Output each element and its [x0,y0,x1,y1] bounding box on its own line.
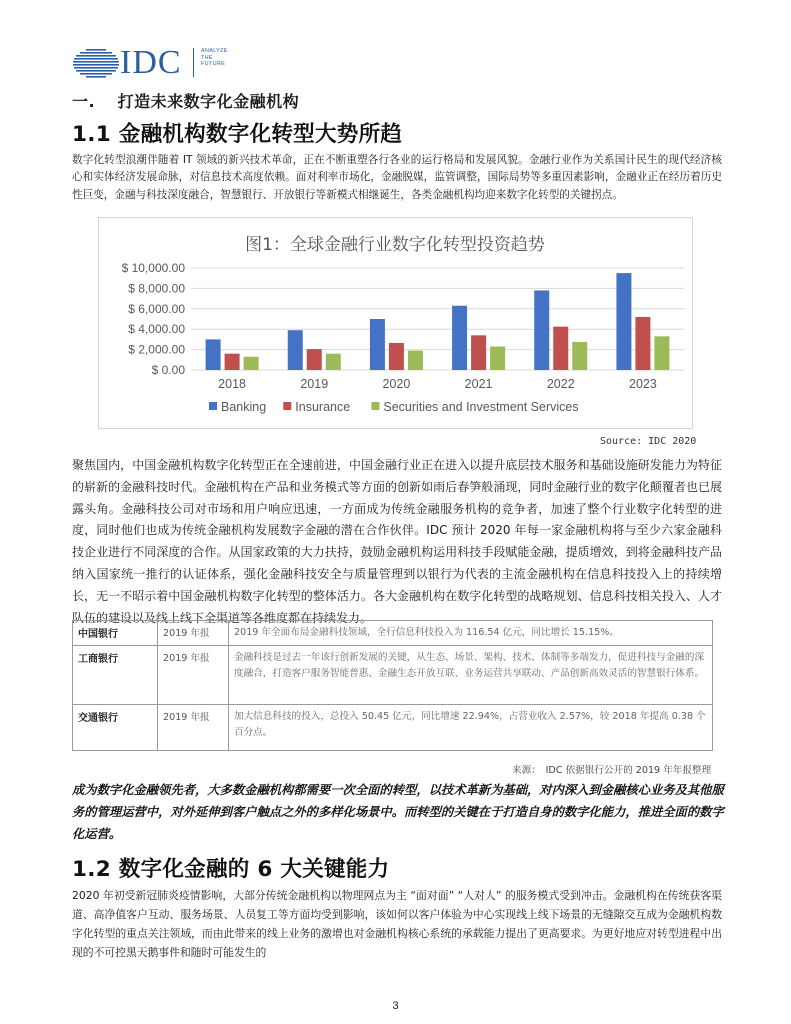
tagline-line: FUTURE [201,61,226,67]
report-content: 加大信息科技的投入，总投入 50.45 亿元，同比增速 22.94%，占营业收入 2.57%，较 2018 年提高 0.38 个百分点。 [229,705,713,751]
report-content: 金融科技是过去一年该行创新发展的关键，从生态、场景、架构、技术、体制等多端发力，促进科技与金融的深度融合，打造客户服务智能普惠、金融生态开放互联、业务运营共享联动、产品创新高效灵活的智慧银行体系。 [229,646,713,705]
paragraph-domestic: 聚焦国内，中国金融机构数字化转型正在全速前进，中国金融行业正在进入以提升底层技术服务和基础设施研发能力为特征的崭新的金融科技时代。金融机构在产品和业务模式等方面的创新如雨后春笋般涌现，同时金融行业的数字化颠覆者也已展露头角。金融科技公司对市场和用户响应迅速，一方面成为传统金融服务机构的竞争者，加速了整个行业数字化转型的进度，同时他们也成为传统金融机构发展数字金融的潜在合作伙伴。IDC 预计 2020 年每一家金融机构将与至少六家金融科技企业进行不同深度的合作。从国家政策的大力扶持，鼓励金融机构运用科技手段赋能金融，提质增效，到将金融科技产品纳入国家统一推行的认证体系，强化金融科技安全与质量管理到以银行为代表的主流金融机构在信息科技投入上的持续增长，无一不昭示着中国金融机构数字化转型的整体活力。各大金融机构在数字化转型的战略规划、信息科技相关投入、人才队伍的建设以及线上线下全渠道等各维度都在持续发力。 [72,458,722,625]
legend-swatch [209,402,217,410]
bar-securities-and-investment-services [326,354,341,370]
report-source: 2019 年报 [158,621,229,646]
legend-label: Securities and Investment Services [383,400,579,414]
bank-name: 中国银行 [73,621,158,646]
table-source: 来源： IDC 依据银行公开的 2019 年年报整理 [512,765,712,776]
bar-securities-and-investment-services [490,347,505,370]
x-tick-label: 2020 [382,377,411,391]
bar-banking [206,339,221,370]
legend-swatch [371,402,379,410]
bar-securities-and-investment-services [408,351,423,370]
bar-insurance [635,317,650,370]
subsection-title-1-1: 1.1 金融机构数字化转型大势所趋 [72,122,403,147]
section-heading: 一. 打造未来数字化金融机构 [72,92,300,111]
logo-divider [193,48,194,77]
report-content: 2019 年全面布局金融科技领域，全行信息科技投入为 116.54 亿元，同比增长 15.15%。 [229,621,713,646]
chart-title: 图1：全球金融行业数字化转型投资趋势 [245,235,545,255]
legend-label: Insurance [295,400,351,414]
paragraph-1-2: 2020 年初受新冠肺炎疫情影响，大部分传统金融机构以物理网点为主 “面对面” “人对人” 的服务模式受到冲击。金融机构在传统获客渠道、高净值客户互动、服务场景、人员复工等方面均受到影响，该如何以客户体验为中心实现线上线下场景的无缝隙交互成为金融机构数字化转型的重点关注领域，而由此带来的线上业务的激增也对金融机构核心系统的承载能力提出了更高要求。为更好地应对转型进程中出现的不可控黑天鹅事件和随时可能发生的 [72,889,722,959]
idc-logo-mark [72,48,122,80]
bar-securities-and-investment-services [654,336,669,370]
x-tick-label: 2023 [629,377,657,391]
page-number: 3 [392,1000,399,1012]
bar-banking [534,290,549,370]
legend-label: Banking [221,400,267,414]
tagline-line: THE [201,54,213,61]
table-row [73,621,713,646]
y-tick-label: $ 2,000.00 [128,342,185,357]
chart-frame [98,217,693,429]
bank-name: 交通银行 [73,705,158,751]
bar-insurance [307,349,322,370]
bar-banking [370,319,385,370]
bar-securities-and-investment-services [244,357,259,370]
emphasis-statement: 成为数字化金融领先者，大多数金融机构都需要一次全面的转型，以技术革新为基础，对内深入到金融核心业务及其他服务的管理运营中，对外延伸到客户触点之外的多样化场景中。而转型的关键在于打造自身的数字化能力，推进全面的数字化运营。 [72,783,724,841]
bar-securities-and-investment-services [572,342,587,370]
idc-logo-text: IDC [120,44,182,81]
y-tick-label: $ 8,000.00 [128,281,185,296]
bar-insurance [553,327,568,370]
table-row [73,646,713,705]
y-tick-label: $ 6,000.00 [128,301,185,316]
investment-trend-chart [99,218,692,428]
bar-banking [452,306,467,370]
legend-swatch [283,402,291,410]
table-row [73,705,713,751]
report-source: 2019 年报 [158,646,229,705]
x-tick-label: 2018 [218,377,246,391]
y-tick-label: $ 4,000.00 [128,322,185,337]
report-source: 2019 年报 [158,705,229,751]
chart-source: Source: IDC 2020 [600,436,697,447]
bar-banking [616,273,631,370]
bar-insurance [225,354,240,370]
bank-name: 工商银行 [73,646,158,705]
logo-tagline [201,48,228,68]
tagline-line: ANALYZE [201,48,228,54]
y-tick-label: $ 10,000.00 [121,261,185,275]
x-tick-label: 2021 [464,377,493,391]
paragraph-1-1: 数字化转型浪潮伴随着 IT 领域的新兴技术革命，正在不断重塑各行各业的运行格局和发展风貌。金融行业作为关系国计民生的现代经济核心和实体经济发展命脉，对信息技术高度依赖。面对利率市场化，金融脱媒，监管调整，国际局势等多重因素影响，金融业正在经历着历史性巨变，金融与科技深度融合，智慧银行、开放银行等新模式相继诞生，各类金融机构均迎来数字化转型的关键拐点。 [72,154,722,201]
bank-investment-table [72,620,713,751]
x-tick-label: 2019 [300,377,329,391]
bar-insurance [389,343,404,370]
bar-insurance [471,335,486,370]
x-tick-label: 2022 [546,377,575,391]
bar-banking [288,330,303,370]
y-tick-label: $ 0.00 [151,363,185,377]
subsection-title-1-2: 1.2 数字化金融的 6 大关键能力 [72,857,390,882]
